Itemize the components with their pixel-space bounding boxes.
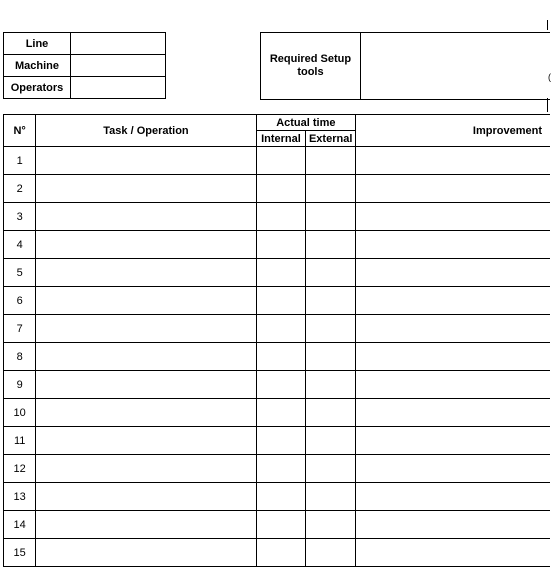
row-number: 4 <box>4 231 36 259</box>
external-time-cell[interactable] <box>306 231 356 259</box>
external-time-cell[interactable] <box>306 511 356 539</box>
row-number: 8 <box>4 343 36 371</box>
task-cell[interactable] <box>36 371 256 399</box>
improvement-cell[interactable] <box>356 511 550 539</box>
table-row <box>4 455 551 483</box>
header-actual-time: Actual time <box>256 115 355 131</box>
improvement-cell[interactable] <box>356 427 550 455</box>
task-cell[interactable] <box>36 399 256 427</box>
internal-time-cell[interactable] <box>256 511 306 539</box>
machine-field[interactable] <box>71 55 166 77</box>
row-number: 11 <box>4 427 36 455</box>
external-time-cell[interactable] <box>306 455 356 483</box>
table-row <box>4 343 551 371</box>
internal-time-cell[interactable] <box>256 427 306 455</box>
row-number: 1 <box>4 147 36 175</box>
setup-tools-row <box>261 33 551 100</box>
improvement-cell[interactable] <box>356 371 550 399</box>
setup-tools-label <box>261 33 361 100</box>
internal-time-cell[interactable] <box>256 371 306 399</box>
task-table <box>3 114 550 567</box>
edge-mark-dot: ( <box>548 72 551 82</box>
table-row <box>4 175 551 203</box>
table-row <box>4 231 551 259</box>
machine-label: Machine <box>4 55 71 77</box>
task-cell[interactable] <box>36 315 256 343</box>
table-row <box>4 371 551 399</box>
row-number: 3 <box>4 203 36 231</box>
row-number: 5 <box>4 259 36 287</box>
header-external: External <box>306 131 356 147</box>
task-cell[interactable] <box>36 231 256 259</box>
table-row <box>4 427 551 455</box>
external-time-cell[interactable] <box>306 315 356 343</box>
row-number: 10 <box>4 399 36 427</box>
internal-time-cell[interactable] <box>256 343 306 371</box>
table-row <box>4 483 551 511</box>
internal-time-cell[interactable] <box>256 287 306 315</box>
external-time-cell[interactable] <box>306 483 356 511</box>
external-time-cell[interactable] <box>306 287 356 315</box>
task-cell[interactable] <box>36 147 256 175</box>
line-label: Line <box>4 33 71 55</box>
row-number: 9 <box>4 371 36 399</box>
external-time-cell[interactable] <box>306 259 356 287</box>
task-table-body <box>4 147 551 567</box>
internal-time-cell[interactable] <box>256 455 306 483</box>
internal-time-cell[interactable] <box>256 399 306 427</box>
table-row <box>4 315 551 343</box>
external-time-cell[interactable] <box>306 175 356 203</box>
internal-time-cell[interactable] <box>256 175 306 203</box>
task-cell[interactable] <box>36 427 256 455</box>
header-row-1 <box>4 115 551 131</box>
header-internal: Internal <box>256 131 306 147</box>
table-row <box>4 511 551 539</box>
internal-time-cell[interactable] <box>256 315 306 343</box>
setup-tools-label-text: Required Setup tools <box>269 53 352 78</box>
row-number: 14 <box>4 511 36 539</box>
task-cell[interactable] <box>36 343 256 371</box>
internal-time-cell[interactable] <box>256 147 306 175</box>
table-row <box>4 399 551 427</box>
row-number: 12 <box>4 455 36 483</box>
improvement-cell[interactable] <box>356 231 550 259</box>
info-table <box>3 32 166 99</box>
task-cell[interactable] <box>36 259 256 287</box>
operators-field[interactable] <box>71 77 166 99</box>
internal-time-cell[interactable] <box>256 259 306 287</box>
improvement-cell[interactable] <box>356 343 550 371</box>
task-cell[interactable] <box>36 175 256 203</box>
external-time-cell[interactable] <box>306 539 356 567</box>
setup-tools-field[interactable] <box>360 33 550 100</box>
task-cell[interactable] <box>36 287 256 315</box>
task-cell[interactable] <box>36 511 256 539</box>
external-time-cell[interactable] <box>306 147 356 175</box>
task-cell[interactable] <box>36 455 256 483</box>
improvement-cell[interactable] <box>356 147 550 175</box>
table-row <box>4 287 551 315</box>
improvement-cell[interactable] <box>356 539 550 567</box>
header-improvement: Improvement <box>356 115 550 147</box>
operators-row <box>4 77 166 99</box>
header-task: Task / Operation <box>36 115 256 147</box>
edge-mark-top <box>547 20 548 30</box>
internal-time-cell[interactable] <box>256 539 306 567</box>
row-number: 13 <box>4 483 36 511</box>
improvement-cell[interactable] <box>356 483 550 511</box>
table-row <box>4 259 551 287</box>
improvement-cell[interactable] <box>356 455 550 483</box>
internal-time-cell[interactable] <box>256 203 306 231</box>
internal-time-cell[interactable] <box>256 231 306 259</box>
table-row <box>4 203 551 231</box>
improvement-cell[interactable] <box>356 259 550 287</box>
edge-mark-middle <box>547 98 548 112</box>
setup-tools-table <box>260 32 550 100</box>
external-time-cell[interactable] <box>306 343 356 371</box>
improvement-cell[interactable] <box>356 175 550 203</box>
row-number: 2 <box>4 175 36 203</box>
table-row <box>4 539 551 567</box>
internal-time-cell[interactable] <box>256 483 306 511</box>
table-row <box>4 147 551 175</box>
improvement-cell[interactable] <box>356 315 550 343</box>
task-cell[interactable] <box>36 539 256 567</box>
header-number: N° <box>4 115 36 147</box>
task-cell[interactable] <box>36 203 256 231</box>
improvement-cell[interactable] <box>356 399 550 427</box>
row-number: 15 <box>4 539 36 567</box>
external-time-cell[interactable] <box>306 399 356 427</box>
task-cell[interactable] <box>36 483 256 511</box>
machine-row <box>4 55 166 77</box>
external-time-cell[interactable] <box>306 427 356 455</box>
improvement-cell[interactable] <box>356 203 550 231</box>
row-number: 6 <box>4 287 36 315</box>
external-time-cell[interactable] <box>306 203 356 231</box>
row-number: 7 <box>4 315 36 343</box>
improvement-cell[interactable] <box>356 287 550 315</box>
operators-label: Operators <box>4 77 71 99</box>
line-row <box>4 33 166 55</box>
external-time-cell[interactable] <box>306 371 356 399</box>
line-field[interactable] <box>71 33 166 55</box>
